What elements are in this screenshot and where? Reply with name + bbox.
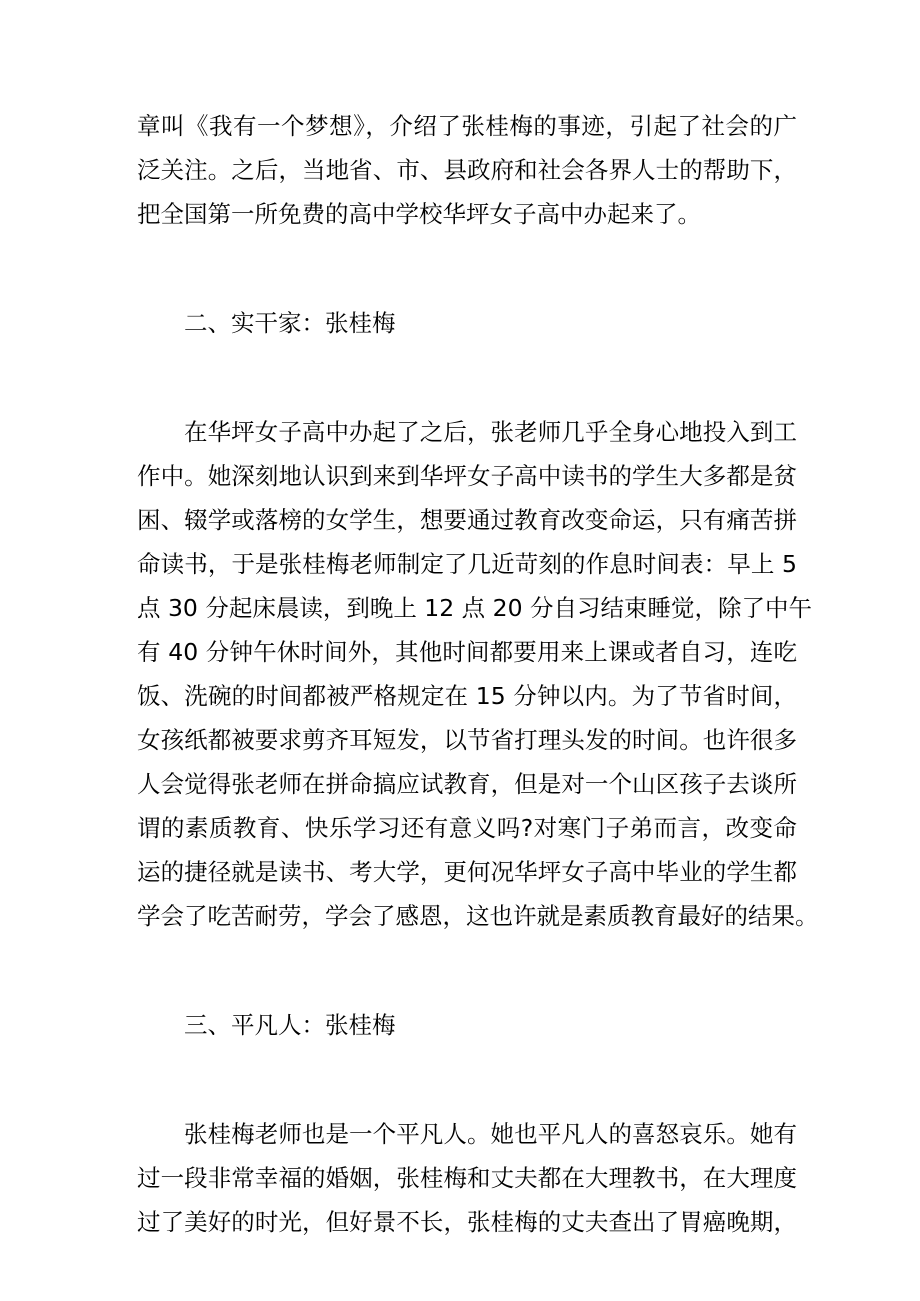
text-line: 作中。她深刻地认识到来到华坪女子高中读书的学生大多都是贫	[137, 462, 797, 490]
text-line: 人会觉得张老师在拼命搞应试教育，但是对一个山区孩子去谈所	[137, 770, 797, 798]
text-line: 点 30 分起床晨读，到晚上 12 点 20 分自习结束睡觉，除了中午	[137, 594, 813, 622]
text-line: 命读书，于是张桂梅老师制定了几近苛刻的作息时间表：早上 5	[137, 550, 797, 578]
section-heading: 二、实干家：张桂梅	[184, 309, 396, 337]
section-heading: 三、平凡人：张桂梅	[184, 1011, 396, 1039]
text-line: 张桂梅老师也是一个平凡人。她也平凡人的喜怒哀乐。她有	[184, 1120, 797, 1148]
paragraph	[137, 1112, 797, 1244]
text-line: 女孩纸都被要求剪齐耳短发，以节省打理头发的时间。也许很多	[137, 726, 797, 754]
text-line: 过了美好的时光，但好景不长，张桂梅的丈夫查出了胃癌晚期，	[137, 1208, 797, 1236]
text-line: 有 40 分钟午休时间外，其他时间都要用来上课或者自习，连吃	[137, 638, 797, 666]
text-line: 学会了吃苦耐劳，学会了感恩，这也许就是素质教育最好的结果。	[137, 902, 819, 930]
paragraph	[137, 104, 797, 236]
document-body	[137, 104, 819, 1244]
text-line: 谓的素质教育、快乐学习还有意义吗?对寒门子弟而言，改变命	[137, 814, 797, 842]
text-line: 泛关注。之后，当地省、市、县政府和社会各界人士的帮助下，	[137, 156, 797, 184]
text-line: 在华坪女子高中办起了之后，张老师几乎全身心地投入到工	[184, 418, 797, 446]
paragraph	[137, 410, 819, 938]
text-line: 困、辍学或落榜的女学生，想要通过教育改变命运，只有痛苦拼	[137, 506, 797, 534]
text-line: 过一段非常幸福的婚姻，张桂梅和丈夫都在大理教书，在大理度	[137, 1164, 797, 1192]
text-line: 运的捷径就是读书、考大学，更何况华坪女子高中毕业的学生都	[137, 858, 797, 886]
text-line: 饭、洗碗的时间都被严格规定在 15 分钟以内。为了节省时间，	[137, 682, 797, 710]
text-line: 章叫《我有一个梦想》，介绍了张桂梅的事迹，引起了社会的广	[137, 112, 797, 140]
text-line: 把全国第一所免费的高中学校华坪女子高中办起来了。	[137, 200, 701, 228]
